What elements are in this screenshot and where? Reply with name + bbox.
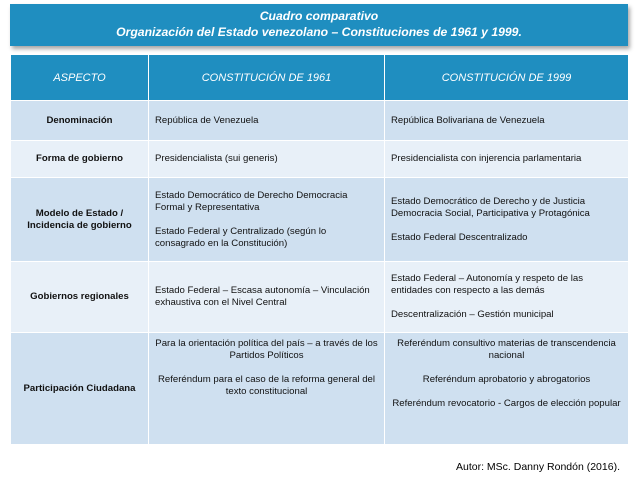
cell-1961: [149, 333, 385, 445]
cell-1961: [149, 101, 385, 141]
page-subtitle: Organización del Estado venezolano – Constituciones de 1961 y 1999.: [116, 25, 522, 39]
cell-text: República Bolivariana de Venezuela: [391, 114, 545, 126]
aspect-cell: Modelo de Estado / Incidencia de gobierno: [11, 178, 149, 262]
cell-1999: [385, 178, 629, 262]
table-row-gobiernos-regionales: [11, 262, 629, 333]
cell-text: Estado Democrático de Derecho Democracia Formal y Representativa: [155, 189, 348, 213]
aspect-cell: Forma de gobierno: [11, 141, 149, 178]
cell-1961: [149, 141, 385, 178]
cell-text: Referéndum revocatorio - Cargos de elección popular: [392, 398, 621, 409]
cell-text: Presidencialista con injerencia parlamentaria: [391, 153, 582, 164]
cell-1999: [385, 262, 629, 333]
table-row-forma-gobierno: [11, 141, 629, 178]
aspect-cell: Denominación: [11, 101, 149, 141]
cell-1999: [385, 333, 629, 445]
cell-1999: [385, 141, 629, 178]
table-row-modelo-estado: [11, 178, 629, 262]
cell-text: República de Venezuela: [155, 114, 259, 126]
cell-text: Referéndum consultivo materias de transcendencia nacional: [397, 338, 616, 361]
cell-text: Estado Federal y Centralizado (según lo consagrado en la Constitución): [155, 225, 327, 249]
cell-text: Estado Federal – Autonomía y respeto de las entidades con respecto a las demás: [391, 273, 583, 296]
table-header-row: [11, 55, 629, 101]
cell-text: Referéndum para el caso de la reforma general del texto constitucional: [157, 374, 376, 397]
aspect-cell: Gobiernos regionales: [11, 262, 149, 333]
column-header-aspect: ASPECTO: [11, 55, 149, 101]
aspect-cell: Participación Ciudadana: [11, 333, 149, 445]
page-title: Cuadro comparativo: [259, 9, 379, 23]
table-row-participacion: [11, 333, 629, 445]
cell-text: Estado Federal – Escasa autonomía – Vinculación exhaustiva con el Nivel Central: [155, 285, 370, 308]
column-header-1961: CONSTITUCIÓN DE 1961: [149, 55, 385, 101]
cell-1999: [385, 101, 629, 141]
comparison-table: [10, 54, 629, 445]
column-header-1999: CONSTITUCIÓN DE 1999: [385, 55, 629, 101]
cell-text: Referéndum aprobatorio y abrogatorios: [422, 374, 591, 385]
cell-text: Estado Federal Descentralizado: [391, 231, 528, 243]
table-row-denominacion: [11, 101, 629, 141]
cell-text: Descentralización – Gestión municipal: [391, 309, 554, 320]
cell-1961: [149, 178, 385, 262]
cell-text: Estado Democrático de Derecho y de Justicia Democracia Social, Participativa y Protagónica: [391, 195, 590, 219]
cell-text: Presidencialista (sui generis): [155, 153, 278, 164]
author-credit: Autor: MSc. Danny Rondón (2016).: [455, 461, 620, 473]
title-banner: [10, 4, 628, 46]
cell-text: Para la orientación política del país – a través de los Partidos Políticos: [155, 338, 378, 361]
cell-1961: [149, 262, 385, 333]
